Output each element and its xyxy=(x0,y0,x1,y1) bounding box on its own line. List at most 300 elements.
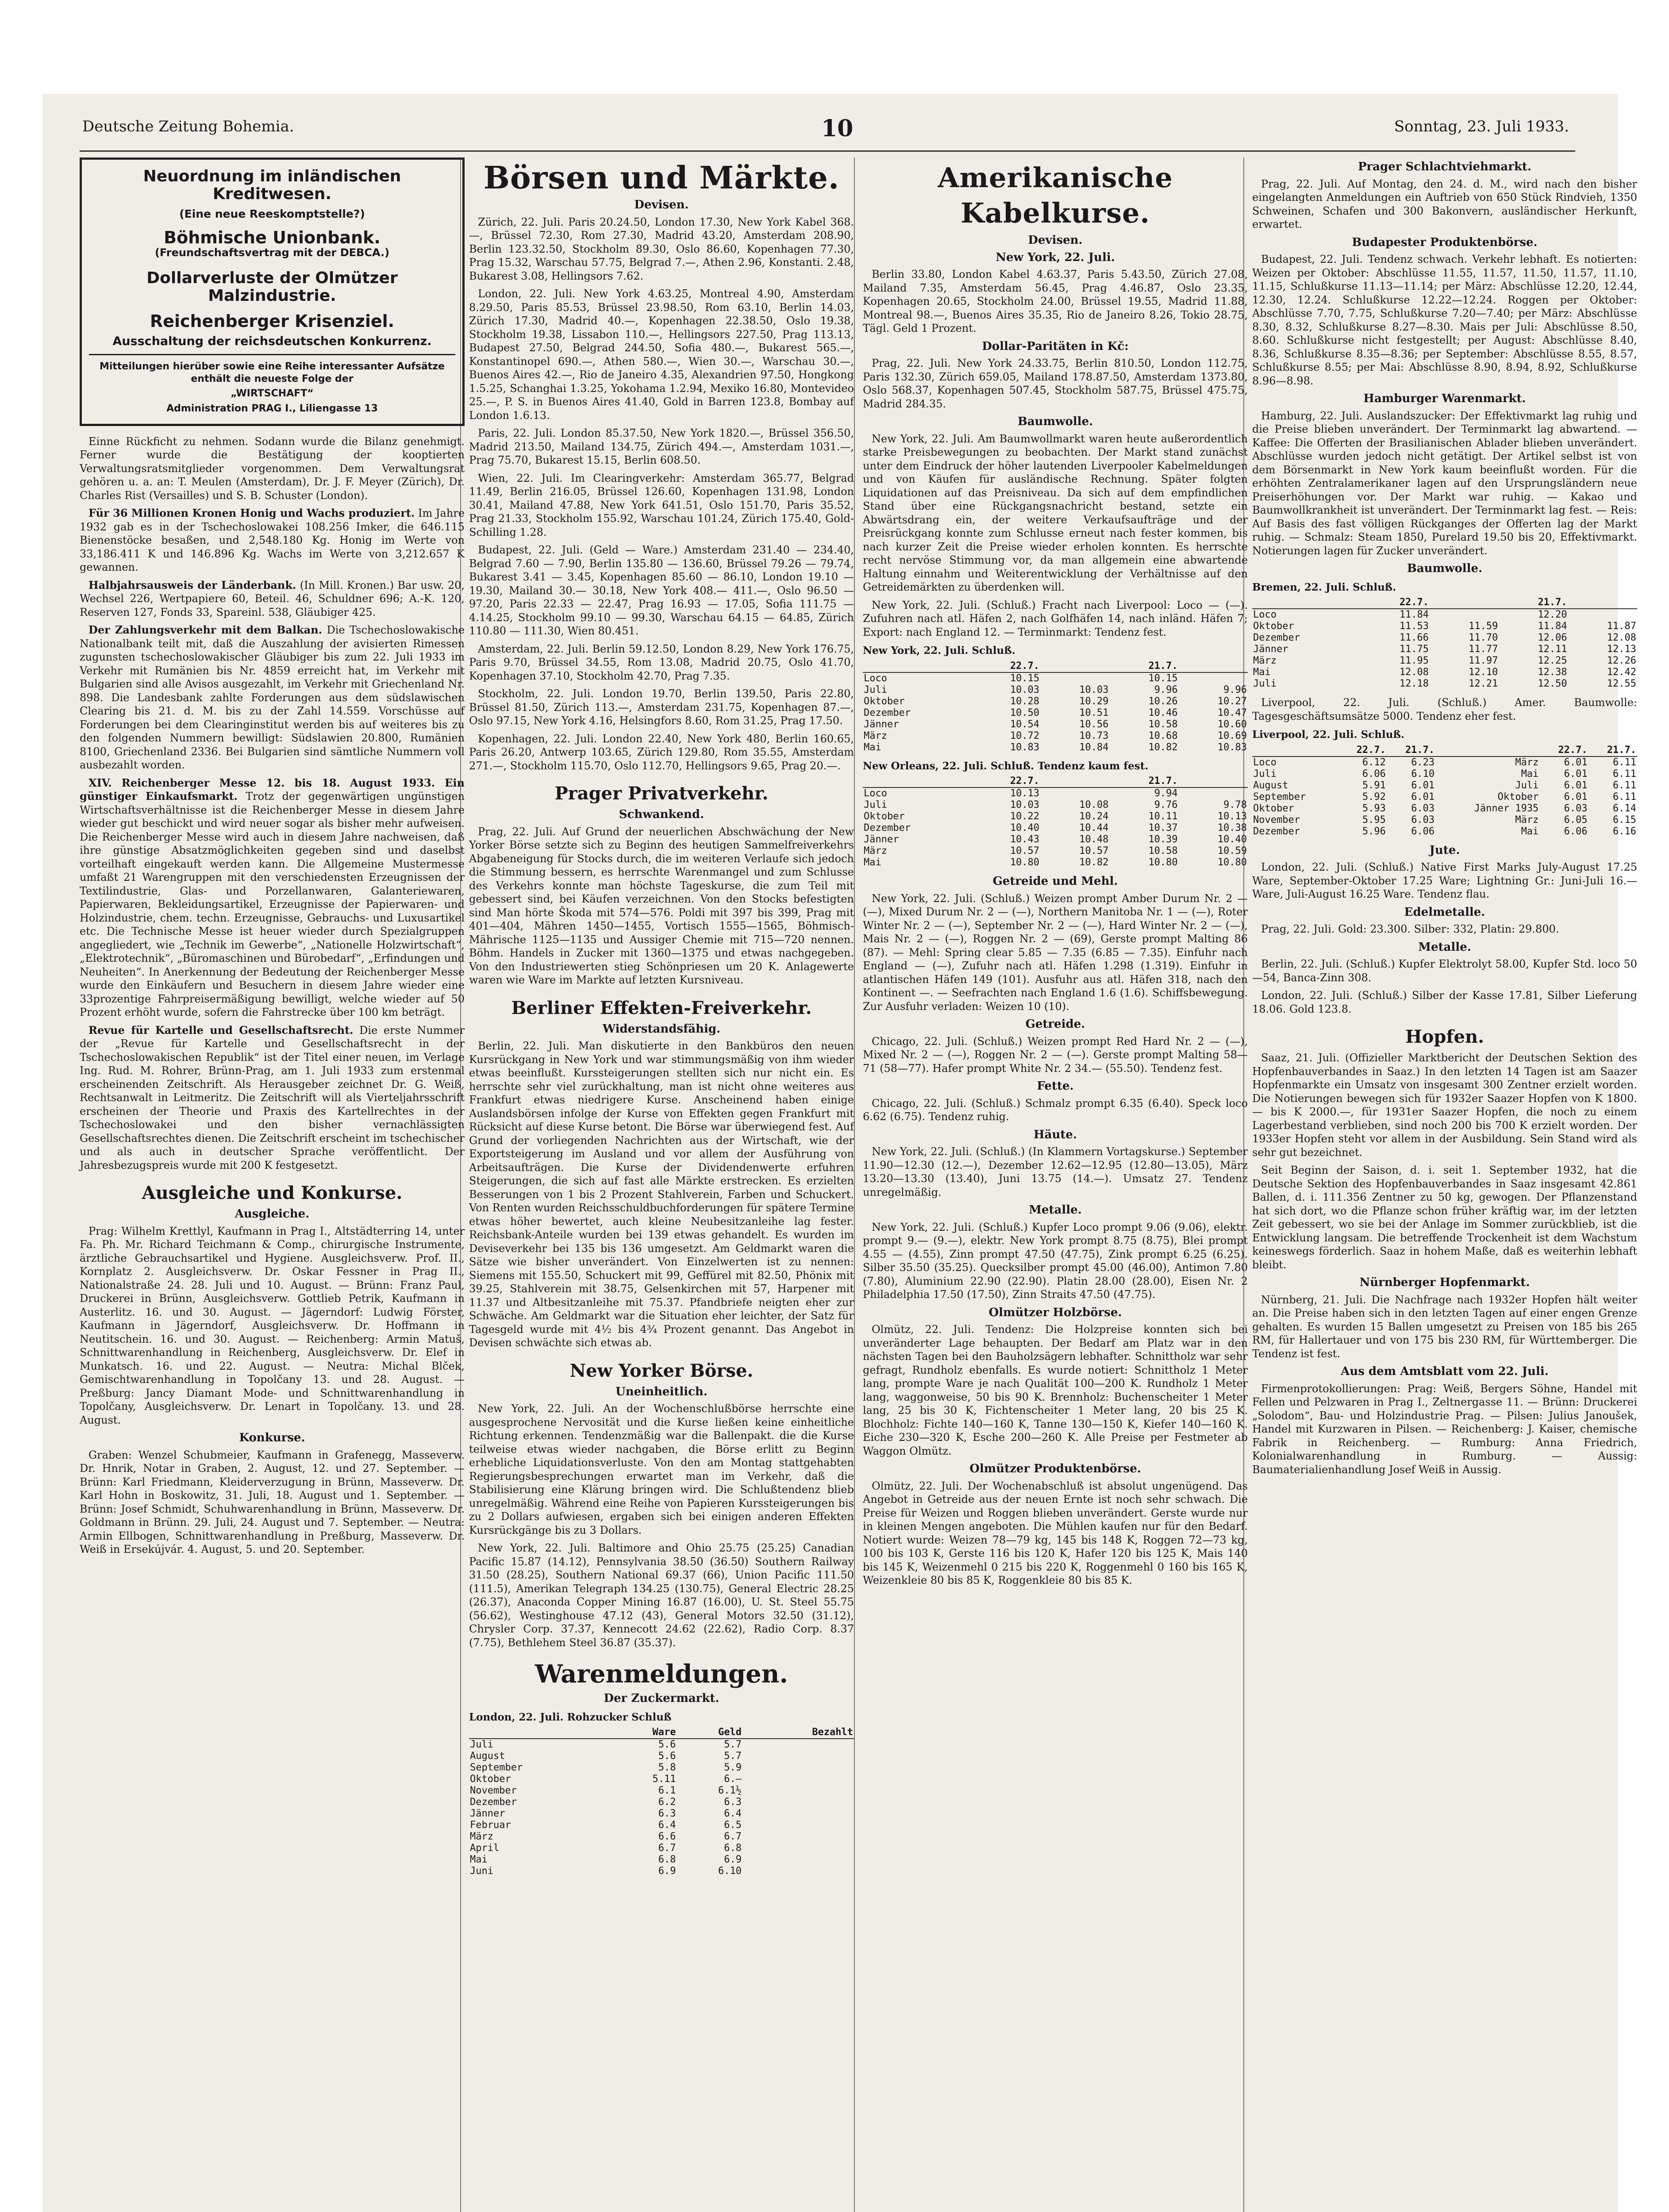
table-cell: 6.11 xyxy=(1613,768,1636,780)
table-cell xyxy=(742,1797,854,1808)
table-caption: Bremen, 22. Juli. Schluß. xyxy=(1252,581,1396,593)
table-cell: 12.08 xyxy=(1607,632,1636,643)
subsection-heading: Aus dem Amtsblatt vom 22. Juli. xyxy=(1341,1365,1549,1378)
table-cell: 5.8 xyxy=(658,1762,676,1773)
table-cell xyxy=(742,1843,854,1854)
table-cell xyxy=(742,1739,854,1751)
table-cell: 6.05 xyxy=(1564,814,1588,826)
table-row xyxy=(1252,826,1637,837)
ad-note: Mitteilungen hierüber sowie eine Reihe interessanter Aufsätze enthält die neueste Folge der xyxy=(99,361,445,384)
table-cell: 11.53 xyxy=(1399,621,1429,632)
table-cell xyxy=(742,1751,854,1762)
table-cell: 9.78 xyxy=(1223,799,1247,810)
table-cell: 12.25 xyxy=(1538,655,1567,666)
market-report: New York, 22. Juli. An der Wochenschlußbörse herrschte eine ausgesprochene Nervosität und die Kurse ließen keine einheitliche Richtung erkennen. Tendenzmäßig war die Ballenpakt. die die Kurse teilweise etwas wieder nachgaben, die Börse erlitt zu Beginn erhebliche Liquidationsverluste. Von den am Montag stattgehabten Regierungsbesprechungen erwartet man im Verkehr, daß die Stabilisierung eine Klärung bringen wird. Die Schlußtendenz blieb unregelmäßig. Während eine Reihe von Papieren Kurssteigerungen bis zu 2 Dollars aufwiesen, ergaben sich bei einigen anderen Effekten Kursrückgänge bis zu 3 Dollars. xyxy=(469,1402,854,1536)
table-cell: 6.5 xyxy=(724,1820,742,1831)
table-cell: 5.11 xyxy=(652,1774,676,1785)
market-report: Zürich, 22. Juli. Paris 20.24.50, London 17.30, New York Kabel 368.—, Brüssel 72.30, Rom 27.30, Madrid 43.20, Amsterdam 208.90, Berlin 123.32.50, Stockholm 89.30, Oslo 86.60, Kopenhagen 77.30, Prag 15.32, Warschau 57.75, Belgrad 7.—, Athen 2.96, Konstanti. 2.48, Bukarest 3.08, Hellingsors 7.62. xyxy=(469,215,854,282)
table-header-cell: 21.7. xyxy=(1109,776,1178,787)
table-cell: Dezember xyxy=(864,707,911,718)
subsection-heading: Widerstandsfähig. xyxy=(602,1022,721,1036)
market-report: New York, 22. Juli. (Schluß.) (In Klammern Vortagskurse.) September 11.90—12.30 (12.—), Dezember 12.62—12.95 (12.80—13.05), März 13.20—13.30 (13.40), Juni 13.75 (14.—). Umsatz 27. Tendenz unregelmäßig. xyxy=(863,1145,1248,1198)
table-row xyxy=(863,834,1248,845)
table-cell: 11.66 xyxy=(1399,632,1429,643)
market-report: London, 22. Juli. (Schluß.) Native First Marks July-August 17.25 Ware, September-Oktober 17.25 Ware; Lightning Gr.: Juni-Juli 16.— Ware, Juli-August 16.25 Ware. Tendenz flau. xyxy=(1252,861,1637,900)
table-cell: 10.40 xyxy=(1010,822,1040,833)
subsection-heading: Budapester Produktenbörse. xyxy=(1352,235,1538,249)
ad-headline-4: Reichenberger Krisenziel. xyxy=(150,311,395,331)
table-cell: Oktober xyxy=(1497,791,1539,803)
table-cell: 10.68 xyxy=(1148,730,1178,741)
article-lead: Revue für Kartelle und Gesellschaftsrecht. xyxy=(88,1023,354,1037)
article-text: Die erste Nummer der „Revue für Kartelle und Gesellschaftsrecht in der Tschechoslowakischen Republik“ ist der Titel einer neuen, im Verlage Ing. Rud. M. Rohrer, Brünn-Prag, am 1. Juli 1933 zum erstenmal erscheinenden Zeitschrift. Als Herausgeber zeichnet Dr. G. Weiß, Rechtsanwalt in Leitmeritz. Die Zeitschrift will als Vierteljahrsschrift erscheinen der Theorie und Praxis des Kartellrechtes in der Tschechoslowakei und den bisher vernachlässigten Gesellschaftsrechtes dienen. Die Zeitschrift erscheint im tschechischer und als auch in deutscher Sprache veröffentlicht. Der Jahresbezugspreis wurde mit 200 K festgesetzt. xyxy=(80,1024,465,1171)
table-cell: 12.08 xyxy=(1399,667,1429,678)
table-cell: Mai xyxy=(1521,768,1539,780)
table-header-cell xyxy=(1252,745,1338,757)
table-cell: 6.9 xyxy=(724,1854,742,1865)
ad-headline-2: Böhmische Unionbank. xyxy=(164,227,381,247)
market-report: New York, 22. Juli. (Schluß.) Weizen prompt Amber Durum Nr. 2 — (—), Mixed Durum Nr. 2 — (—), Northern Manitoba Nr. 1 — (—), Roter Winter Nr. 2 — (—), September Nr. 2 — (—), Hard Winter Nr. 2 — (—), Mais Nr. 2 — (—), Roggen Nr. 2 — (69), Gerste prompt Malting 86 (87). — Mehl: Spring clear 5.85 — 7.35 (6.85 — 7.35). Einfuhr nach England — (—), Zufuhr nach atl. Häfen 1.298 (1.319). Einfuhr in atlantischen Häfen 149 (101). Ausfuhr aus atl. Häfen 318, nach den Kontinent —. — Seefrachten nach England 1.6 (1.6). Schiffsbewegung. Zur Ausfuhr verladen: Weizen 10 (10). xyxy=(863,892,1248,1013)
table-row xyxy=(1252,791,1637,803)
table-header-cell xyxy=(1179,776,1248,787)
table-row xyxy=(1252,667,1637,678)
table-cell: Mai xyxy=(1521,826,1539,837)
table-cell: 10.03 xyxy=(1079,684,1109,695)
table-row xyxy=(469,1797,854,1808)
market-report: Prag, 22. Juli. Auf Grund der neuerlichen Abschwächung der New Yorker Börse setzte sich zu Beginn des heutigen Sammelfreiverkehrs Abgabeneigung für Stocks durch, die im weiteren Verlaufe sich jedoch die Stimmung bessern, es herrschte Warenmangel und zum Schlusse des Verkehrs konnte man höchste Tageskurse, die zum Teil mit gebessert sind, bei Käufen verzeichnen. Von den Stocks befestigten sind Man hörte Škoda mit 574—576. Poldi mit 397 bis 399, Prag mit 401—404, Mähren 1450—1455, Vortisch 1555—1565, Böhmisch-Mährische 1125—1135 und Aussiger Chemie mit 715—720 nennen. Böhm. Handels in Zucker mit 1360—1375 und etwas nachgegeben. Von den Industriewerten stieg Schönpriesen um 20 K. Anlagewerte waren wie Ware im Markte auf letzten Kursniveau. xyxy=(469,825,854,986)
market-report: Berlin, 22. Juli. (Schluß.) Kupfer Elektrolyt 58.00, Kupfer Std. loco 50—54, Banca-Zinn 308. xyxy=(1252,958,1637,984)
table-cell: 10.40 xyxy=(1217,834,1247,845)
subsection-heading: Olmützer Holzbörse. xyxy=(988,1306,1122,1319)
table-cell: 6.6 xyxy=(658,1831,676,1842)
table-cell: 10.80 xyxy=(1148,857,1178,868)
page-header xyxy=(42,115,1618,144)
article-text: Trotz der gegenwärtigen ungünstigen Wirtschaftsverhältnisse ist die Reichenberger Messe in diesem Jahre wieder gut beschickt und wird neuer sogar als bisher mehr aufweisen. Die Reichenberger Messe wird auch in diesem Jahre nachweisen, daß ihre günstige Absatzmöglichkeiten gegeben sind und daselbst vorteilhaft eingekauft werden kann. Die Allgemeine Mustermesse umfaßt 21 Warengruppen mit den verschiedensten Erzeugnissen der Textilindustrie, Glas- und Porzellanwaren, Galanteriewaren, Papierwaren, Bekleidungsartikel, Erzeugnisse der Papierwaren- und Holzindustrie, chem. techn. Erzeugnisse, Gebrauchs- und Luxusartikel etc. Die Technische Messe ist heuer wieder durch Spezialgruppen angegliedert, wie „Technik im Gewerbe“, „Nationelle Holzwirtschaft“, „Elektrotechnik“, „Büromaschinen und Bürobedarf“, „Erfindungen und Neuheiten“. In Anerkennung der Bedeutung der Reichenberger Messe wurde den Einkäufern und Besuchern in diesem Jahre wieder eine 33prozentige Fahrpreisermäßigung bewilligt, welche wieder auf 50 Prozent erhöht wurde, sofern die Fahrstrecke über 100 km beträgt. xyxy=(80,790,465,1018)
table-cell: 10.27 xyxy=(1217,695,1247,707)
table-cell: 10.48 xyxy=(1079,834,1109,845)
market-report: Prag, 22. Juli. New York 24.33.75, Berlin 810.50, London 112.75, Paris 132.30, Zürich 659.05, Mailand 178.87.50, Amsterdam 1373.80, Oslo 568.37, Kopenhagen 507.45, Stockholm 587.75, Brüssel 475.75, Madrid 284.35. xyxy=(863,357,1248,410)
table-header-cell xyxy=(469,1727,611,1739)
table-cell: 6.3 xyxy=(658,1808,676,1819)
market-report: Firmenprotokollierungen: Prag: Weiß, Bergers Söhne, Handel mit Fellen und Pelzwaren in Prag I., Zeltnergasse 11. — Brünn: Druckerei „Solodom“, Bau- und Holzindustrie Prag. — Pilsen: Julius Janoušek, Handel mit Kurzwaren in Pilsen. — Reichenberg: J. Kaiser, chemische Fabrik in Reichenberg. — Rumburg: Anna Friedrich, Kolonialwarenhandlung in Rumburg. — Aussig: Baumaterialienhandlung Josef Weiß in Aussig. xyxy=(1252,1382,1637,1476)
table-caption: New York, 22. Juli. Schluß. xyxy=(863,645,1015,657)
table-cell: 6.01 xyxy=(1564,768,1588,780)
table-cell: 6.8 xyxy=(724,1843,742,1854)
table-row xyxy=(1252,644,1637,655)
subsection-heading: Schwankend. xyxy=(619,808,704,821)
market-report: Olmütz, 22. Juli. Tendenz: Die Holzpreise konnten sich bei unveränderter Lage behaupten. Der Bedarf am Platz war in den nächsten Tagen bei den Bauholzsägern lebhafter. Schnittholz war sehr gefragt, Rundholz ebenfalls. Es wurde notiert: Schnittholz 1 Meter lang, prompte Ware je nach Qualität 100—200 K. Rundholz 1 Meter lang, waggonweise, 50 bis 90 K. Brennholz: Buchenscheiter 1 Meter lang, 25 bis 30 K, Fichtenscheiter 1 Meter lang, 20 bis 25 K. Blochholz: Fichte 140—160 K, Tanne 130—150 K, Kiefer 140—160 K. Eiche 230—320 K, Esche 200—260 K. Alle Preise per Festmeter ab Waggon Olmütz. xyxy=(863,1323,1248,1457)
table-cell: 12.11 xyxy=(1538,644,1567,655)
subsection-heading: Dollar-Paritäten in Kč: xyxy=(982,339,1129,353)
table-header-cell: 21.7. xyxy=(1499,597,1568,609)
table-cell: 6.06 xyxy=(1411,826,1435,837)
table-header-cell xyxy=(863,776,971,787)
table-cell: 6.12 xyxy=(1362,757,1386,768)
market-report: Nürnberg, 21. Juli. Die Nachfrage nach 1932er Hopfen hält weiter an. Die Preise haben sich in den letzten Tagen auf einer engen Grenze gehalten. Es wurden 15 Ballen umgesetzt zu Preisen von 185 bis 265 RM, für Hallertauer und von 175 bis 230 RM, für Württemberger. Die Tendenz ist fest. xyxy=(1252,1293,1637,1360)
table-cell: 10.47 xyxy=(1217,707,1247,718)
table-header-cell: 22.7. xyxy=(1338,745,1387,757)
table-cell: 9.96 xyxy=(1154,684,1178,695)
table-header-cell xyxy=(1040,661,1109,672)
table-cell: 12.55 xyxy=(1607,678,1636,689)
ad-headline-1: Neuordnung im inländischen Kreditwesen. xyxy=(143,167,401,203)
table-row xyxy=(863,811,1248,822)
subsection-heading: Der Zuckermarkt. xyxy=(604,1692,719,1705)
newspaper-name: Deutsche Zeitung Bohemia. xyxy=(82,118,294,135)
table-cell: 10.82 xyxy=(1148,741,1178,753)
market-report: Berlin, 22. Juli. Man diskutierte in den Bankbüros den neuen Kursrückgang in New York und war stimmungsmäßig von ihm wieder etwas beeinflußt. Kurssteigerungen stellten sich nur nicht ein. Es herrschte sehr viel zurückhaltung, man ist nicht ohne weiteres aus Frankfurt etwas niedrigere Kurse. Anscheinend haben einige Auslandsbörsen infolge der Kurse von Effekten gegen Frankfurt mit Rücksicht auf diese Kurse betont. Die Börse war überwiegend fest. Auf Grund der vorliegenden Nachrichten aus der Wirtschaft, wie der Exportsteigerung im Ausland und vor allem der Ausführung von Arbeitsaufträgen. Die Kurse der Dividendenwerte erfuhren Steigerungen, die sich auf fast alle Märkte erstrecken. Es erzielten Besserungen von 1 bis 2 Prozent Stahlverein, Farben und Schuckert. Von Renten wurden Reichsschuldbuchforderungen für spätere Termine etwas höher bewertet, auch kleine Neubesitzanleihe lag fester. Reichsbank-Anteile wurden bei 139 etwas gehandelt. Es wurden im Deviseverkehr bei 135 bis 136 umgesetzt. Am Geldmarkt waren die Sätze wie bisher unverändert. Von Einzelwerten ist zu nennen: Siemens mit 155.50, Schuckert mit 99, Geffürel mit 82.50, Phönix mit 39.25, Stahlverein mit 38.75, Gelsenkirchen mit 57, Harpener mit 11.37 und Altbesitzanleihe mit 75.37. Pfandbriefe neigten eher zur Schwäche. Am Geldmarkt war die Situation eher leichter, der Satz für Tagesgeld wurde mit 4½ bis 4¾ Prozent genannt. Das Angebot in Devisen schwächte sich etwas ab. xyxy=(469,1040,854,1349)
table-header-cell: 21.7. xyxy=(1109,661,1178,672)
table-cell: 6.23 xyxy=(1411,757,1435,768)
table-header-cell xyxy=(1435,745,1539,757)
table-row xyxy=(1252,814,1637,826)
table-cell: 12.06 xyxy=(1538,632,1567,643)
table-header-row xyxy=(863,776,1248,787)
table-cell: September xyxy=(1253,791,1306,803)
table-cell: 10.83 xyxy=(1217,741,1247,753)
ad-headline-3: Dollarverluste der Olmützer Malzindustrie. xyxy=(146,269,398,305)
cotton-new-orleans-table xyxy=(863,776,1248,868)
table-cell: 6.1½ xyxy=(718,1785,742,1796)
table-header-cell: Bezahlt xyxy=(742,1727,854,1739)
subsection-heading: Baumwolle. xyxy=(1407,562,1483,575)
subsection-heading: Nürnberger Hopfenmarkt. xyxy=(1359,1276,1530,1289)
table-cell: 6.01 xyxy=(1564,757,1588,768)
table-row xyxy=(469,1854,854,1866)
table-cell: 11.75 xyxy=(1399,644,1429,655)
column-1 xyxy=(80,157,465,2212)
market-report: Stockholm, 22. Juli. London 19.70, Berlin 139.50, Paris 22.80, Brüssel 81.50, Zürich 113.—, Amsterdam 231.75, Kopenhagen 87.—, Oslo 97.15, New York 4.16, Helsingfors 8.60, Rom 31.25, Prag 17.50. xyxy=(469,687,854,727)
table-cell: Loco xyxy=(864,672,887,684)
table-cell: 9.94 xyxy=(1154,788,1178,799)
subsection-heading: Jute. xyxy=(1429,843,1460,857)
table-cell: 5.92 xyxy=(1362,791,1386,803)
market-report: Prag, 22. Juli. Gold: 23.300. Silber: 332, Platin: 29.800. xyxy=(1261,923,1559,935)
table-cell: Oktober xyxy=(864,811,905,822)
table-cell: 10.50 xyxy=(1010,707,1040,718)
table-cell: Juli xyxy=(470,1739,493,1750)
ad-publication-name: „WIRTSCHAFT“ xyxy=(231,388,314,399)
table-cell xyxy=(742,1762,854,1774)
table-cell: 10.03 xyxy=(1010,684,1040,695)
table-cell: 10.39 xyxy=(1148,834,1178,845)
market-report: Liverpool, 22. Juli. (Schluß.) Amer. Baumwolle: Tagesgeschäftsumsätze 5000. Tendenz eher fest. xyxy=(1252,696,1637,722)
table-cell: 10.72 xyxy=(1010,730,1040,741)
advertisement-box xyxy=(80,157,465,426)
table-row xyxy=(1252,609,1637,621)
table-cell: 12.38 xyxy=(1538,667,1567,678)
article-lead: Für 36 Millionen Kronen Honig und Wachs produziert. xyxy=(88,507,415,519)
table-header-row xyxy=(469,1727,854,1739)
article-paragraph: Einne Rückficht zu nehmen. Sodann wurde die Bilanz genehmigt. Ferner wurde die Bestätigung der kooptierten Verwaltungsratsmitglieder vorgenommen. Dem Verwaltungsrat gehören u. a. an: T. Meulen (Amsterdam), Dr. J. F. Meyer (Zürich), Dr. Charles Rist (Versailles) und S. B. Schuster (London). xyxy=(80,435,465,502)
table-header-cell: 22.7. xyxy=(1539,745,1588,757)
ad-address: Administration PRAG I., Liliengasse 13 xyxy=(166,403,378,414)
table-header-cell: 22.7. xyxy=(1361,597,1430,609)
table-row xyxy=(1252,803,1637,814)
table-row xyxy=(863,845,1248,857)
cotton-new-york-table xyxy=(863,661,1248,753)
table-cell: 5.91 xyxy=(1362,780,1386,791)
table-cell: August xyxy=(470,1751,505,1762)
table-cell: 10.44 xyxy=(1079,822,1109,833)
table-cell: April xyxy=(470,1843,500,1854)
table-cell: 5.95 xyxy=(1362,814,1386,826)
article-paragraph: Prag: Wilhelm Krettlyl, Kaufmann in Prag I., Altstädterring 14, unter Fa. Ph. Mr. Richard Teichmann & Comp., chirurgische Instrumente, ärztliche Gebrauchsartikel und Hygiene. Ausgleichsverw. Prof. II., Kornplatz 2. Ausgleichsverw. Dr. Oskar Fessner in Prag II., Nationalstraße 24. 28. Juli und 10. August. — Brünn: Franz Paul, Druckerei in Brünn, Ausgleichsverw. Gottlieb Petrik, Kaufmann in Austerlitz. 16. und 30. August. — Jägerndorf: Ludwig Förster, Kaufmann in Jägerndorf, Ausgleichsverw. Dr. Hoffmann in Neutitschein. 16. und 30. August. — Reichenberg: Armin Matuš, Schnittwarenhandlung in Reichenberg, Ausgleichsverw. Dr. Elef in Munkatsch. 16. und 22. August. — Neutra: Michal Blček, Gemischtwarenhandlung in Topolčany 13. und 28. August. — Preßburg: Jancy Diamant Mode- und Schnittwarenhandlung in Topolčany, Ausgleichsverw. Dr. Lenart in Topolčany. 13. und 28. August. xyxy=(80,1225,465,1426)
table-cell: 9.76 xyxy=(1154,799,1178,810)
table-cell: Oktober xyxy=(470,1774,511,1785)
subsection-heading: Edelmetalle. xyxy=(1404,905,1485,919)
table-cell: März xyxy=(1253,655,1277,666)
table-cell xyxy=(1040,787,1109,799)
table-cell: 11.70 xyxy=(1469,632,1498,643)
market-report: New York, 22. Juli. Am Baumwollmarkt waren heute außerordentlich starke Preisbewegungen zu beobachten. Der Markt stand zunächst unter dem Eindruck der höher lautenden Liverpooler Kabelmeldungen und von Käufen für ausländische Rechnung. Später folgten Liquidationen auf das Preisniveau. Da sich auf dem empfindlichen Stand über eine Rückgangsnachricht bestand, setzte ein Abwärtsdrang ein, der weitere Verkaufsaufträge und der Preisrückgang konnte zum Schlusse erneut nach fester kommen, bis nach kurzer Zeit die Preise wieder erholen konnten. Es herrschte recht nervöse Stimmung vor, da man allgemein eine abwartende Haltung einnahm und Weiterentwicklung der Verhältnisse auf den Getreidemärkten zu überdenken will. xyxy=(863,432,1248,593)
table-cell: 10.26 xyxy=(1148,695,1178,707)
ad-subline-2: (Freundschaftsvertrag mit der DEBCA.) xyxy=(154,246,390,259)
column-divider xyxy=(854,157,855,2212)
section-heading: Prager Privatverkehr. xyxy=(554,783,769,804)
table-row xyxy=(1252,780,1637,791)
table-caption: Liverpool, 22. Juli. Schluß. xyxy=(1252,729,1404,741)
article-text: Die Tschechoslowakische Nationalbank teilt mit, daß die Auszahlung der avisierten Rimessen zugunsten tschechoslowakischer Gläubiger bis zum 22. Juli 1933 im Verkehr mit Rumänien bis Nr. 4859 erreicht hat, im Verkehr mit Bulgarien sind alle Avisos ausgezahlt, im Verkehr mit Griechenland Nr. 898. Die Landesbank zahlte Forderungen aus dem südslawischen Clearing bis 21. d. M. bis zu der Zahl 14.559. Vorschüsse auf Forderungen bei dem Clearinginstitut werden bis auf weiteres bis zu den folgenden Nummern bewilligt: Südslawien 20.800, Rumänien 8100, Griechenland 2336. Bei Bulgarien sind sämtliche Nummern voll ausbezahlt worden. xyxy=(80,624,465,771)
table-cell: Mai xyxy=(470,1854,488,1865)
table-cell: 10.80 xyxy=(1217,857,1247,868)
table-caption: New Orleans, 22. Juli. Schluß. Tendenz kaum fest. xyxy=(863,760,1149,772)
article-paragraph xyxy=(80,1024,465,1172)
table-row xyxy=(469,1843,854,1854)
market-report: Prag, 22. Juli. Auf Montag, den 24. d. M., wird nach den bisher eingelangten Anmeldungen ein Auftrieb von 650 Stück Rindvieh, 1350 Schweinen, Schafen und 300 Bakonvern, ausländischer Herkunft, erwartet. xyxy=(1252,177,1637,230)
page-section-title: Amerikanische Kabelkurse. xyxy=(938,161,1173,229)
subsection-heading: Getreide. xyxy=(1025,1018,1085,1031)
table-cell: 10.08 xyxy=(1079,799,1109,810)
table-cell: Juli xyxy=(1515,780,1539,791)
table-row xyxy=(863,787,1248,799)
table-cell: 6.01 xyxy=(1411,791,1435,803)
table-row xyxy=(469,1831,854,1843)
table-cell: 6.10 xyxy=(1411,768,1435,780)
table-cell: Jänner xyxy=(1253,644,1288,655)
table-cell: 6.11 xyxy=(1613,791,1636,803)
table-cell: 5.96 xyxy=(1362,826,1386,837)
table-cell xyxy=(1179,672,1248,684)
article-lead: Der Zahlungsverkehr mit dem Balkan. xyxy=(88,623,323,636)
article-paragraph xyxy=(80,623,465,772)
table-row xyxy=(469,1785,854,1797)
table-cell: 5.6 xyxy=(658,1751,676,1762)
table-row xyxy=(469,1866,854,1877)
table-cell: Mai xyxy=(864,857,881,868)
table-cell: 10.58 xyxy=(1148,845,1178,856)
section-heading: Hopfen. xyxy=(1405,1026,1484,1047)
subsection-heading: Metalle. xyxy=(1418,940,1471,954)
market-report: Budapest, 22. Juli. Tendenz schwach. Verkehr lebhaft. Es notierten: Weizen per Oktober: Abschlüsse 11.55, 11.57, 11.50, 11.57, 11.10, 11.15, Schlußkurse 11.13—11.14; per März: Abschlüsse 12.20, 12.44, 12.30, 12.24. Schlußkurse 12.22—12.24. Roggen per Oktober: Abschlüsse 7.70, 7.75, Schlußkurse 7.20—7.40; per März: Abschlüsse 8.30, 8.32, Schlußkurse 8.27—8.30. Mais per Juli: Abschlüsse 8.50, 8.60. Schlußkurse nicht festgestellt; per August: Abschlüsse 8.40, 8.36, Schlußkurse 8.35—8.36; per September: Abschlüsse 8.55, 8.57, Schlußkurse 8.55; per Mai: Abschlüsse 8.90, 8.94, 8.92, Schlußkurse 8.96—8.98. xyxy=(1252,253,1637,387)
table-row xyxy=(1252,655,1637,667)
table-cell: 11.59 xyxy=(1469,621,1498,632)
table-cell: März xyxy=(470,1831,493,1842)
table-cell: 10.57 xyxy=(1079,845,1109,856)
table-cell: 6.3 xyxy=(724,1797,742,1808)
market-report: Wien, 22. Juli. Im Clearingverkehr: Amsterdam 365.77, Belgrad 11.49, Berlin 216.05, Brüssel 126.60, Kopenhagen 131.98, London 30.41, Mailand 47.88, New York 641.51, Oslo 151.70, Paris 35.52, Prag 21.33, Stockholm 155.92, Warschau 101.24, Zürich 175.40, Gold-Schilling 1.28. xyxy=(469,472,854,538)
table-cell: März xyxy=(1515,814,1539,826)
table-row xyxy=(863,707,1248,719)
table-header-cell xyxy=(1430,597,1499,609)
table-cell: Dezember xyxy=(864,822,911,833)
table-cell: Mai xyxy=(1253,667,1271,678)
table-cell: 10.60 xyxy=(1217,718,1247,730)
table-cell: März xyxy=(864,730,887,741)
table-row xyxy=(863,730,1248,742)
article-paragraph xyxy=(80,579,465,619)
table-cell: 12.20 xyxy=(1538,609,1567,620)
table-header-cell: Ware xyxy=(611,1727,677,1739)
market-report: Saaz, 21. Juli. (Offizieller Marktbericht der Deutschen Sektion des Hopfenbauverbandes in Saaz.) In den letzten 14 Tagen ist am Saazer Hopfenmarkte ein Umsatz von insgesamt 300 Zentner erzielt worden. Die Notierungen bewegen sich für 1932er Saazer Hopfen von K 1800.— bis K 2000.—, für 1931er Saazer Hopfen, die noch zu einem Lagerbestand verblieben, sind noch 200 bis 700 K erzielt worden. Der 1933er Hopfen steht vor allem in der Ausbildung. Sein Stand wird als sehr gut bezeichnet. xyxy=(1252,1052,1637,1159)
table-cell: Juli xyxy=(1253,678,1277,689)
table-cell xyxy=(1568,609,1637,621)
article-paragraph xyxy=(80,507,465,574)
table-row xyxy=(469,1820,854,1831)
article-lead: XIV. Reichenberger Messe 12. bis 18. August 1933. Ein günstiger Einkaufsmarkt. xyxy=(80,776,465,803)
table-cell: 10.46 xyxy=(1148,707,1178,718)
table-cell: Loco xyxy=(1253,609,1277,620)
table-cell: Loco xyxy=(864,788,887,799)
table-cell xyxy=(742,1820,854,1831)
table-cell: Jänner xyxy=(864,718,899,730)
table-header-cell: 22.7. xyxy=(971,776,1040,787)
subsection-heading: Baumwolle. xyxy=(1017,415,1093,428)
market-report: New York, 22. Juli. (Schluß.) Kupfer Loco prompt 9.06 (9.06), elektr. prompt 9.— (9.—), elektr. New York prompt 8.75 (8.75), Blei prompt 4.55 — (4.55), Zinn prompt 47.50 (47.75), Zink prompt 6.25 (6.25). Silber 35.50 (35.25). Quecksilber prompt 45.00 (46.00), Antimon 7.80 (7.80), Aluminium 22.90 (22.90). Platin 28.00 (28.00), Eisen Nr. 2 Philadelphia 17.50 (17.50), Zinn Straits 47.50 (47.75). xyxy=(863,1221,1248,1301)
table-cell: 10.37 xyxy=(1148,822,1178,833)
table-cell: 6.4 xyxy=(724,1808,742,1819)
table-cell: Oktober xyxy=(1253,621,1294,632)
table-row xyxy=(1252,632,1637,644)
ad-subline-1: (Eine neue Reeskomptstelle?) xyxy=(179,207,365,220)
table-cell: Dezember xyxy=(1253,826,1300,837)
table-cell xyxy=(742,1785,854,1797)
table-header-cell: Geld xyxy=(677,1727,742,1739)
table-cell: Oktober xyxy=(864,695,905,707)
table-row xyxy=(863,684,1248,696)
section-heading: Warenmeldungen. xyxy=(535,1659,788,1689)
table-cell: Dezember xyxy=(470,1797,517,1808)
table-cell: 10.59 xyxy=(1217,845,1247,856)
table-cell: 6.03 xyxy=(1564,803,1588,814)
table-cell: 6.03 xyxy=(1411,814,1435,826)
table-cell: 10.15 xyxy=(1148,672,1178,684)
table-cell: Oktober xyxy=(1253,803,1294,814)
table-cell: 10.51 xyxy=(1079,707,1109,718)
table-cell: 6.16 xyxy=(1613,826,1636,837)
table-cell: 10.80 xyxy=(1010,857,1040,868)
table-cell: 10.43 xyxy=(1010,834,1040,845)
table-header-cell xyxy=(1252,597,1361,609)
market-report: Olmütz, 22. Juli. Der Wochenabschluß ist absolut ungenügend. Das Angebot in Getreide aus der neuen Ernte ist noch sehr schwach. Die Preise für Weizen und Roggen blieben unverändert. Gerste wurde nur in kleinen Mengen angeboten. Die Mühlen kaufen nur für den Bedarf. Notiert wurde: Weizen 78—79 kg, 145 bis 148 K, Roggen 72—73 kg, 100 bis 103 K, Gerste 116 bis 120 K, Hafer 120 bis 125 K, Mais 140 bis 145 K, Weizenmehl 0 215 bis 220 K, Roggenmehl 0 160 bis 165 K, Weizenkleie 80 bis 85 K, Roggenkleie 80 bis 85 K. xyxy=(863,1479,1248,1586)
table-cell: Juli xyxy=(864,799,887,810)
table-cell: 5.9 xyxy=(724,1762,742,1773)
table-cell: Februar xyxy=(470,1820,511,1831)
table-cell: 10.82 xyxy=(1079,857,1109,868)
section-heading: New Yorker Börse. xyxy=(569,1360,754,1381)
table-header-cell xyxy=(1179,661,1248,672)
table-cell: März xyxy=(864,845,887,856)
market-report: London, 22. Juli. New York 4.63.25, Montreal 4.90, Amsterdam 8.29.50, Paris 85.53, Brüssel 23.98.50, Rom 63.10, Berlin 14.03, Zürich 17.30, Madrid 40.—, Kopenhagen 22.38.50, Oslo 19.38, Stockholm 19.38, Lissabon 110.—, Hellingsors 227.50, Prag 113.13, Budapest 27.50, Belgrad 244.50, Sofia 480.—, Bukarest 565.—, Konstantinopel 690.—, Athen 580.—, Wien 30.—, Warschau 30.—, Buenos Aires 42.—, Rio de Janeiro 4.35, Alexandrien 97.50, Hongkong 1.5.25, Schanghai 1.3.25, Yokohama 1.2.94, Mexiko 16.80, Montevideo 25.—, P. S. in Buenos Aires 41.40, Gold in Barren 123.8, Bombay auf London 1.6.13. xyxy=(469,288,854,422)
table-cell: 12.18 xyxy=(1399,678,1429,689)
article-paragraph: Graben: Wenzel Schubmeier, Kaufmann in Grafenegg, Masseverw. Dr. Hnrik, Notar in Graben, 2. August, 12. und 27. September. — Brünn: Karl Friedmann, Kleiderverzugung in Brünn, Masseverw. Dr. Karl Hohn in Boskowitz, 31. Juli, 18. August und 1. September. — Brünn: Josef Schmidt, Schuhwarenhandlung in Brünn, Masseverw. Dr. Goldmann in Brünn. 29. Juli, 24. August und 7. September. — Neutra: Armin Ellbogen, Schnittwarenhandlung in Preßburg, Masseverw. Dr. Weiß in Ersekújvár. 4. August, 5. und 20. September. xyxy=(80,1448,465,1555)
table-cell: 6.01 xyxy=(1411,780,1435,791)
table-cell: Jänner 1935 xyxy=(1474,803,1539,814)
table-cell: 6.4 xyxy=(658,1820,676,1831)
table-cell: 10.03 xyxy=(1010,799,1040,810)
table-cell: 6.15 xyxy=(1613,814,1636,826)
table-header-row xyxy=(1252,745,1637,757)
table-cell: 9.96 xyxy=(1223,684,1247,695)
table-cell: März xyxy=(1515,757,1539,768)
table-row xyxy=(863,719,1248,730)
table-header-cell xyxy=(863,661,971,672)
table-cell: 12.21 xyxy=(1469,678,1498,689)
article-lead: Halbjahrsausweis der Länderbank. xyxy=(88,578,296,591)
table-cell: 6.11 xyxy=(1613,757,1636,768)
table-cell: 10.11 xyxy=(1148,811,1178,822)
table-row xyxy=(469,1808,854,1820)
table-cell: September xyxy=(470,1762,523,1773)
page-section-title: Börsen und Märkte. xyxy=(483,159,840,196)
table-cell: 6.8 xyxy=(658,1854,676,1865)
table-cell xyxy=(1040,672,1109,684)
table-cell xyxy=(1179,787,1248,799)
column-3 xyxy=(863,157,1248,2212)
table-cell: November xyxy=(470,1785,517,1796)
section-heading: Berliner Effekten-Freiverkehr. xyxy=(511,997,812,1018)
table-cell: Jänner xyxy=(470,1808,505,1819)
table-cell xyxy=(742,1808,854,1820)
subsection-heading: Hamburger Warenmarkt. xyxy=(1363,392,1526,405)
table-row xyxy=(469,1739,854,1751)
table-cell: 11.84 xyxy=(1538,621,1567,632)
table-cell: 10.84 xyxy=(1079,741,1109,753)
subsection-heading: Konkurse. xyxy=(239,1431,305,1444)
table-row xyxy=(1252,768,1637,780)
ad-headline-5: Ausschaltung der reichsdeutschen Konkurrenz. xyxy=(112,334,432,348)
table-row xyxy=(863,696,1248,707)
table-cell: 6.01 xyxy=(1564,791,1588,803)
sugar-price-table xyxy=(469,1727,854,1877)
table-cell: 10.73 xyxy=(1079,730,1109,741)
header-rule xyxy=(80,150,1575,152)
table-cell: 6.1 xyxy=(658,1785,676,1796)
table-cell xyxy=(742,1854,854,1866)
table-cell: 6.01 xyxy=(1564,780,1588,791)
table-cell: Jänner xyxy=(864,834,899,845)
subsection-heading: Häute. xyxy=(1034,1128,1077,1141)
market-report: London, 22. Juli. (Schluß.) Silber der Kasse 17.81, Silber Lieferung 18.06. Gold 123.8. xyxy=(1252,989,1637,1015)
table-cell: 6.2 xyxy=(658,1797,676,1808)
table-cell: 10.57 xyxy=(1010,845,1040,856)
market-report: Budapest, 22. Juli. (Geld — Ware.) Amsterdam 231.40 — 234.40, Belgrad 7.60 — 7.90, Berlin 135.80 — 136.60, Brüssel 79.26 — 79.74, Bukarest 3.41 — 3.45, Kopenhagen 85.60 — 86.10, London 19.10 — 19.30, Mailand 30.— 30.18, New York 408.— 411.—, Oslo 96.50 — 97.20, Paris 22.33 — 22.47, Prag 16.93 — 17.05, Sofia 111.75 — 4.14.25, Stockholm 99.10 — 99.30, Warschau 64.15 — 64.85, Zürich 110.80 — 111.30, Wien 80.451. xyxy=(469,544,854,637)
table-cell: 6.03 xyxy=(1411,803,1435,814)
market-report: New York, 22. Juli. (Schluß.) Fracht nach Liverpool: Loco — (—). Zufuhren nach atl. Häfen 2, nach Golfhäfen 14, nach inländ. Häfen 7; Export: nach England 12. — Terminmarkt: Tendenz fest. xyxy=(863,599,1248,638)
table-cell: 10.56 xyxy=(1079,718,1109,730)
table-cell: Juli xyxy=(1253,768,1277,780)
table-cell: 10.28 xyxy=(1010,695,1040,707)
table-cell: Mai xyxy=(864,741,881,753)
market-report: Chicago, 22. Juli. (Schluß.) Weizen prompt Red Hard Nr. 2 — (—), Mixed Nr. 2 — (—), Roggen Nr. 2 — (—). Gerste prompt Malting 58—71 (58—77). Hafer prompt White Nr. 2 34.— (55.50). Tendenz fest. xyxy=(863,1035,1248,1075)
table-cell: 6.06 xyxy=(1564,826,1588,837)
table-row xyxy=(863,742,1248,753)
table-cell: 10.22 xyxy=(1010,811,1040,822)
table-cell: 11.87 xyxy=(1607,621,1636,632)
table-cell: 12.42 xyxy=(1607,667,1636,678)
table-row xyxy=(469,1751,854,1762)
table-cell: 5.7 xyxy=(724,1751,742,1762)
